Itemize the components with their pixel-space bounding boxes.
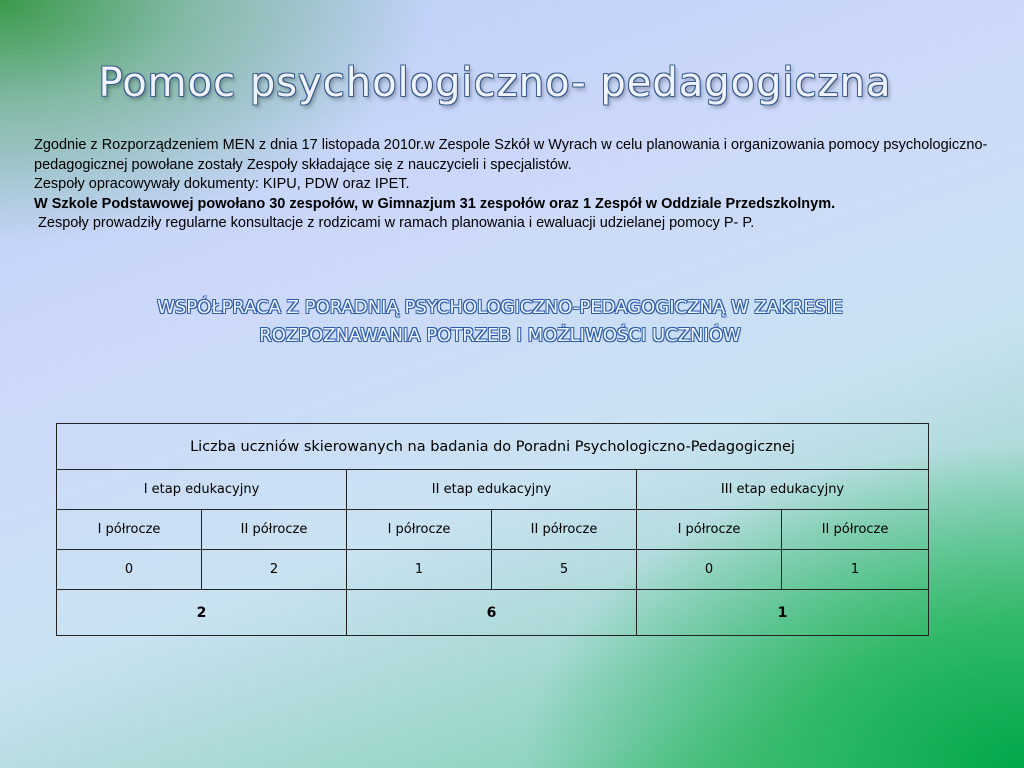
- subheading-line-2: ROZPOZNAWANIA POTRZEB I MOŻLIWOŚCI UCZNIÓW: [259, 325, 741, 346]
- table-header: Liczba uczniów skierowanych na badania do Poradni Psychologiczno-Pedagogicznej: [57, 424, 929, 470]
- table-row-values: [57, 550, 929, 590]
- subheading-line-1: WSPÓŁPRACA Z PORADNIĄ PSYCHOLOGICZNO-PEDAGOGICZNĄ W ZAKRESIE: [157, 297, 843, 318]
- referrals-table: [56, 423, 929, 636]
- polrocze-cell-4: II półrocze: [492, 510, 637, 550]
- polrocze-cell-6: II półrocze: [782, 510, 929, 550]
- table-header-row: [57, 424, 929, 470]
- value-cell-6: 1: [782, 550, 929, 590]
- intro-paragraph-1: Zgodnie z Rozporządzeniem MEN z dnia 17 listopada 2010r.w Zespole Szkół w Wyrach w celu planowania i organizowania pomocy psychologiczno-pedagogicznej powołane zostały Zespoły składające się z nauczycieli i specjalistów.: [34, 137, 988, 173]
- slide-title: Pomoc psychologiczno- pedagogiczna: [98, 60, 892, 106]
- polrocze-cell-3: I półrocze: [347, 510, 492, 550]
- polrocze-cell-5: I półrocze: [637, 510, 782, 550]
- value-cell-1: 0: [57, 550, 202, 590]
- table-row-polrocza: [57, 510, 929, 550]
- intro-paragraph-4: Zespoły prowadziły regularne konsultacje z rodzicami w ramach planowania i ewaluacji udzielanej pomocy P- P.: [34, 215, 755, 231]
- intro-text: [34, 136, 1004, 234]
- table-row-etap: [57, 470, 929, 510]
- etap-cell-3: III etap edukacyjny: [637, 470, 929, 510]
- table-row-sums: [57, 590, 929, 636]
- etap-cell-1: I etap edukacyjny: [57, 470, 347, 510]
- polrocze-cell-2: II półrocze: [202, 510, 347, 550]
- value-cell-3: 1: [347, 550, 492, 590]
- value-cell-2: 2: [202, 550, 347, 590]
- intro-paragraph-2: Zespoły opracowywały dokumenty: KIPU, PDW oraz IPET.: [34, 176, 410, 192]
- value-cell-5: 0: [637, 550, 782, 590]
- etap-cell-2: II etap edukacyjny: [347, 470, 637, 510]
- intro-paragraph-3: W Szkole Podstawowej powołano 30 zespołów, w Gimnazjum 31 zespołów oraz 1 Zespół w Oddziale Przedszkolnym.: [34, 195, 836, 212]
- sum-cell-3: 1: [637, 590, 929, 636]
- polrocze-cell-1: I półrocze: [57, 510, 202, 550]
- section-subheading: [40, 294, 960, 350]
- value-cell-4: 5: [492, 550, 637, 590]
- sum-cell-1: 2: [57, 590, 347, 636]
- sum-cell-2: 6: [347, 590, 637, 636]
